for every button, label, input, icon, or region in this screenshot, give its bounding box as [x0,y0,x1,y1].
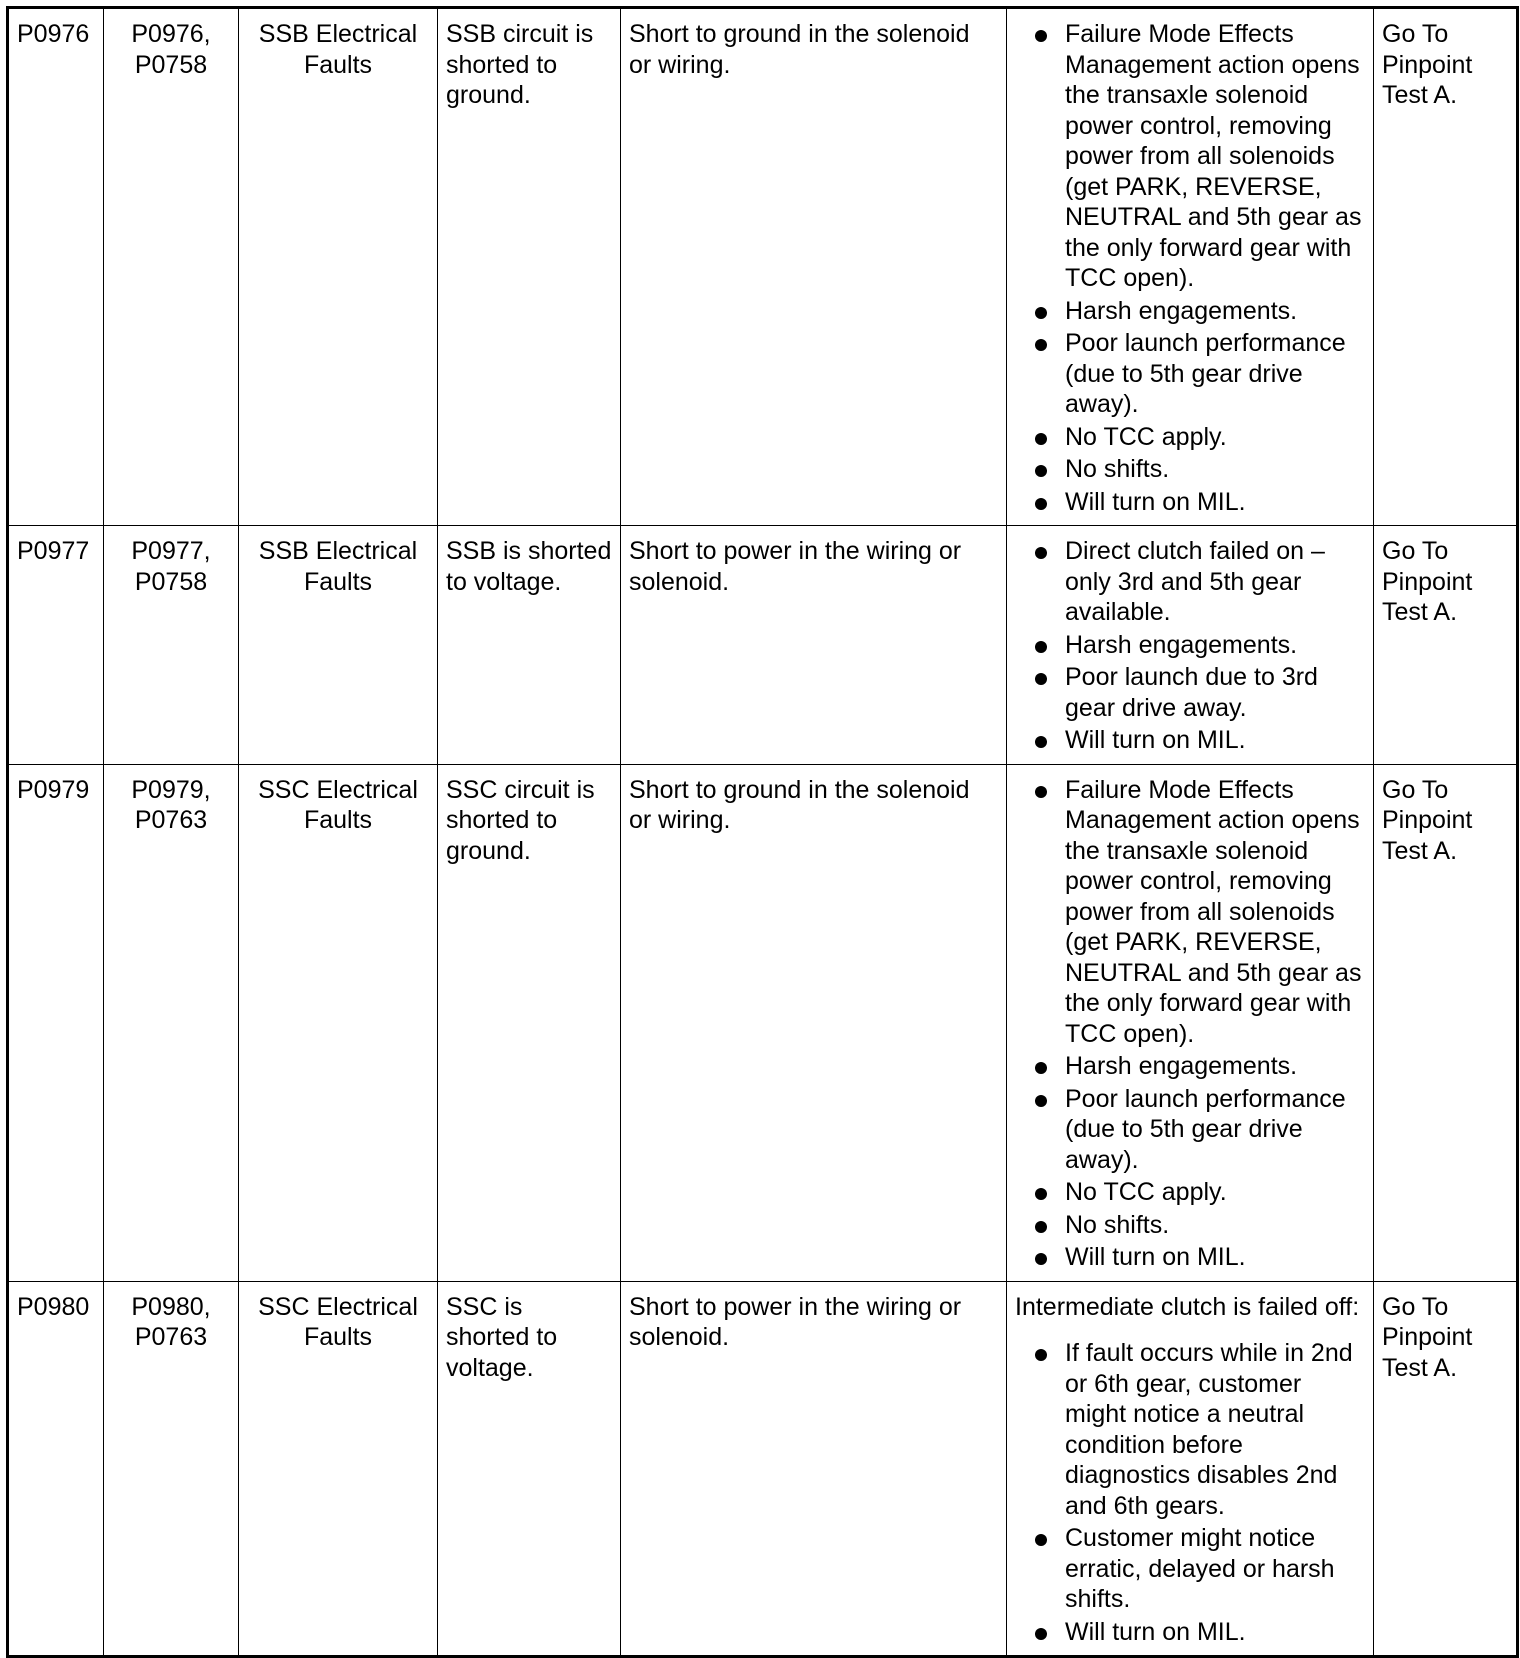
symptoms-list [1015,536,1365,756]
condition-cell [438,764,621,1281]
related-codes-cell [104,764,239,1281]
bullet-icon [1035,433,1047,445]
bullet-icon [1035,1095,1047,1107]
cause-cell [621,764,1007,1281]
bullet-icon [1035,547,1047,559]
action-text: Go To Pinpoint Test A. [1382,1292,1473,1382]
table-row [8,1281,1518,1657]
dtc-table-body [8,8,1518,1657]
symptoms-cell [1007,8,1374,526]
symptoms-list [1015,19,1365,517]
bullet-icon [1035,465,1047,477]
symptom-item [1015,1338,1365,1521]
symptom-text: If fault occurs while in 2nd or 6th gear, customer might notice a neutral condition before diagnostics disables 2nd and 6th gears. [1065,1339,1353,1520]
symptom-text: Will turn on MIL. [1065,1617,1246,1646]
symptom-item [1015,454,1365,485]
symptoms-cell [1007,1281,1374,1657]
fault-category-cell [239,8,438,526]
symptom-text: Harsh engagements. [1065,1052,1298,1080]
symptom-item [1015,1617,1365,1648]
related-codes: P0979, P0763 [131,775,211,834]
fault-category: SSB Electrical Faults [258,537,418,596]
condition-cell [438,526,621,765]
dtc-code-cell [8,1281,104,1657]
related-codes-cell [104,8,239,526]
condition-cell [438,8,621,526]
symptom-text: Customer might notice erratic, delayed or harsh shifts. [1065,1524,1335,1613]
fault-category-cell [239,1281,438,1657]
fault-category-cell [239,764,438,1281]
dtc-code: P0979 [17,775,90,804]
bullet-icon [1035,1253,1047,1265]
cause-text: Short to power in the wiring or solenoid. [629,537,962,596]
fault-category: SSB Electrical Faults [258,20,418,79]
bullet-icon [1035,1534,1047,1546]
cause-text: Short to ground in the solenoid or wiring. [629,20,970,79]
related-codes-cell [104,526,239,765]
related-codes-cell [104,1281,239,1657]
table-row [8,8,1518,526]
action-text: Go To Pinpoint Test A. [1382,20,1473,109]
symptom-text: Poor launch performance (due to 5th gear drive away). [1065,1084,1346,1174]
symptom-item [1015,630,1365,661]
dtc-code-cell [8,8,104,526]
bullet-icon [1035,1628,1047,1640]
symptom-text: Failure Mode Effects Management action opens the transaxle solenoid power control, removing power from all solenoids (get PARK, REVERSE, NEUTRAL and 5th gear as the only forward gear with TCC open). [1065,775,1362,1048]
symptom-text: Will turn on MIL. [1065,487,1246,516]
symptom-text: Will turn on MIL. [1065,1243,1246,1271]
cause-cell [621,526,1007,765]
table-row [8,526,1518,765]
symptom-item [1015,1051,1365,1082]
symptom-item [1015,19,1365,294]
action-text: Go To Pinpoint Test A. [1382,537,1473,626]
cause-text: Short to power in the wiring or solenoid. [629,1292,962,1351]
condition-text: SSC circuit is shorted to ground. [446,775,595,865]
related-codes: P0976, P0758 [131,20,211,79]
dtc-code: P0980 [17,1292,90,1321]
cause-text: Short to ground in the solenoid or wiring. [629,775,970,834]
symptom-item [1015,536,1365,628]
related-codes: P0980, P0763 [131,1292,211,1351]
bullet-icon [1035,1062,1047,1074]
symptom-item [1015,328,1365,420]
related-codes: P0977, P0758 [131,537,211,596]
symptom-item [1015,1084,1365,1176]
dtc-code: P0977 [17,537,90,565]
symptom-text: Failure Mode Effects Management action opens the transaxle solenoid power control, removing power from all solenoids (get PARK, REVERSE, NEUTRAL and 5th gear as the only forward gear with TCC open). [1065,20,1362,292]
bullet-icon [1035,1349,1047,1361]
symptom-text: No TCC apply. [1065,422,1227,451]
symptom-text: Poor launch due to 3rd gear drive away. [1065,663,1318,722]
dtc-code-cell [8,764,104,1281]
symptom-text: Direct clutch failed on – only 3rd and 5th gear available. [1065,537,1325,626]
symptom-text: No shifts. [1065,455,1170,483]
condition-text: SSB is shorted to voltage. [446,537,612,596]
symptoms-list [1015,775,1365,1273]
bullet-icon [1035,498,1047,510]
bullet-icon [1035,736,1047,748]
symptom-item [1015,662,1365,723]
symptoms-list [1015,1338,1365,1647]
dtc-code: P0976 [17,20,90,48]
symptom-text: Will turn on MIL. [1065,726,1246,754]
symptom-text: Harsh engagements. [1065,296,1298,325]
action-cell [1374,8,1518,526]
symptom-text: Harsh engagements. [1065,630,1298,659]
dtc-table [6,6,1519,1658]
fault-category: SSC Electrical Faults [258,1292,418,1351]
symptom-item [1015,775,1365,1050]
condition-text: SSB circuit is shorted to ground. [446,20,594,109]
bullet-icon [1035,1188,1047,1200]
condition-cell [438,1281,621,1657]
fault-category-cell [239,526,438,765]
cause-cell [621,8,1007,526]
symptom-item [1015,296,1365,327]
dtc-code-cell [8,526,104,765]
symptom-item [1015,1210,1365,1241]
symptom-text: Poor launch performance (due to 5th gear drive away). [1065,329,1346,418]
bullet-icon [1035,673,1047,685]
symptom-item [1015,725,1365,756]
symptoms-cell [1007,526,1374,765]
symptom-text: No shifts. [1065,1210,1170,1239]
table-row [8,764,1518,1281]
symptom-text: No TCC apply. [1065,1178,1227,1206]
action-cell [1374,526,1518,765]
bullet-icon [1035,1221,1047,1233]
cause-cell [621,1281,1007,1657]
bullet-icon [1035,786,1047,798]
fault-category: SSC Electrical Faults [258,775,418,834]
symptoms-cell [1007,764,1374,1281]
bullet-icon [1035,641,1047,653]
symptoms-intro: Intermediate clutch is failed off: [1015,1292,1360,1321]
action-cell [1374,764,1518,1281]
condition-text: SSC is shorted to voltage. [446,1292,558,1382]
symptom-item [1015,1242,1365,1273]
symptom-item [1015,422,1365,453]
symptom-item [1015,1523,1365,1615]
symptom-item [1015,487,1365,518]
action-cell [1374,1281,1518,1657]
symptom-item [1015,1177,1365,1208]
bullet-icon [1035,307,1047,319]
bullet-icon [1035,339,1047,351]
bullet-icon [1035,30,1047,42]
action-text: Go To Pinpoint Test A. [1382,775,1473,865]
